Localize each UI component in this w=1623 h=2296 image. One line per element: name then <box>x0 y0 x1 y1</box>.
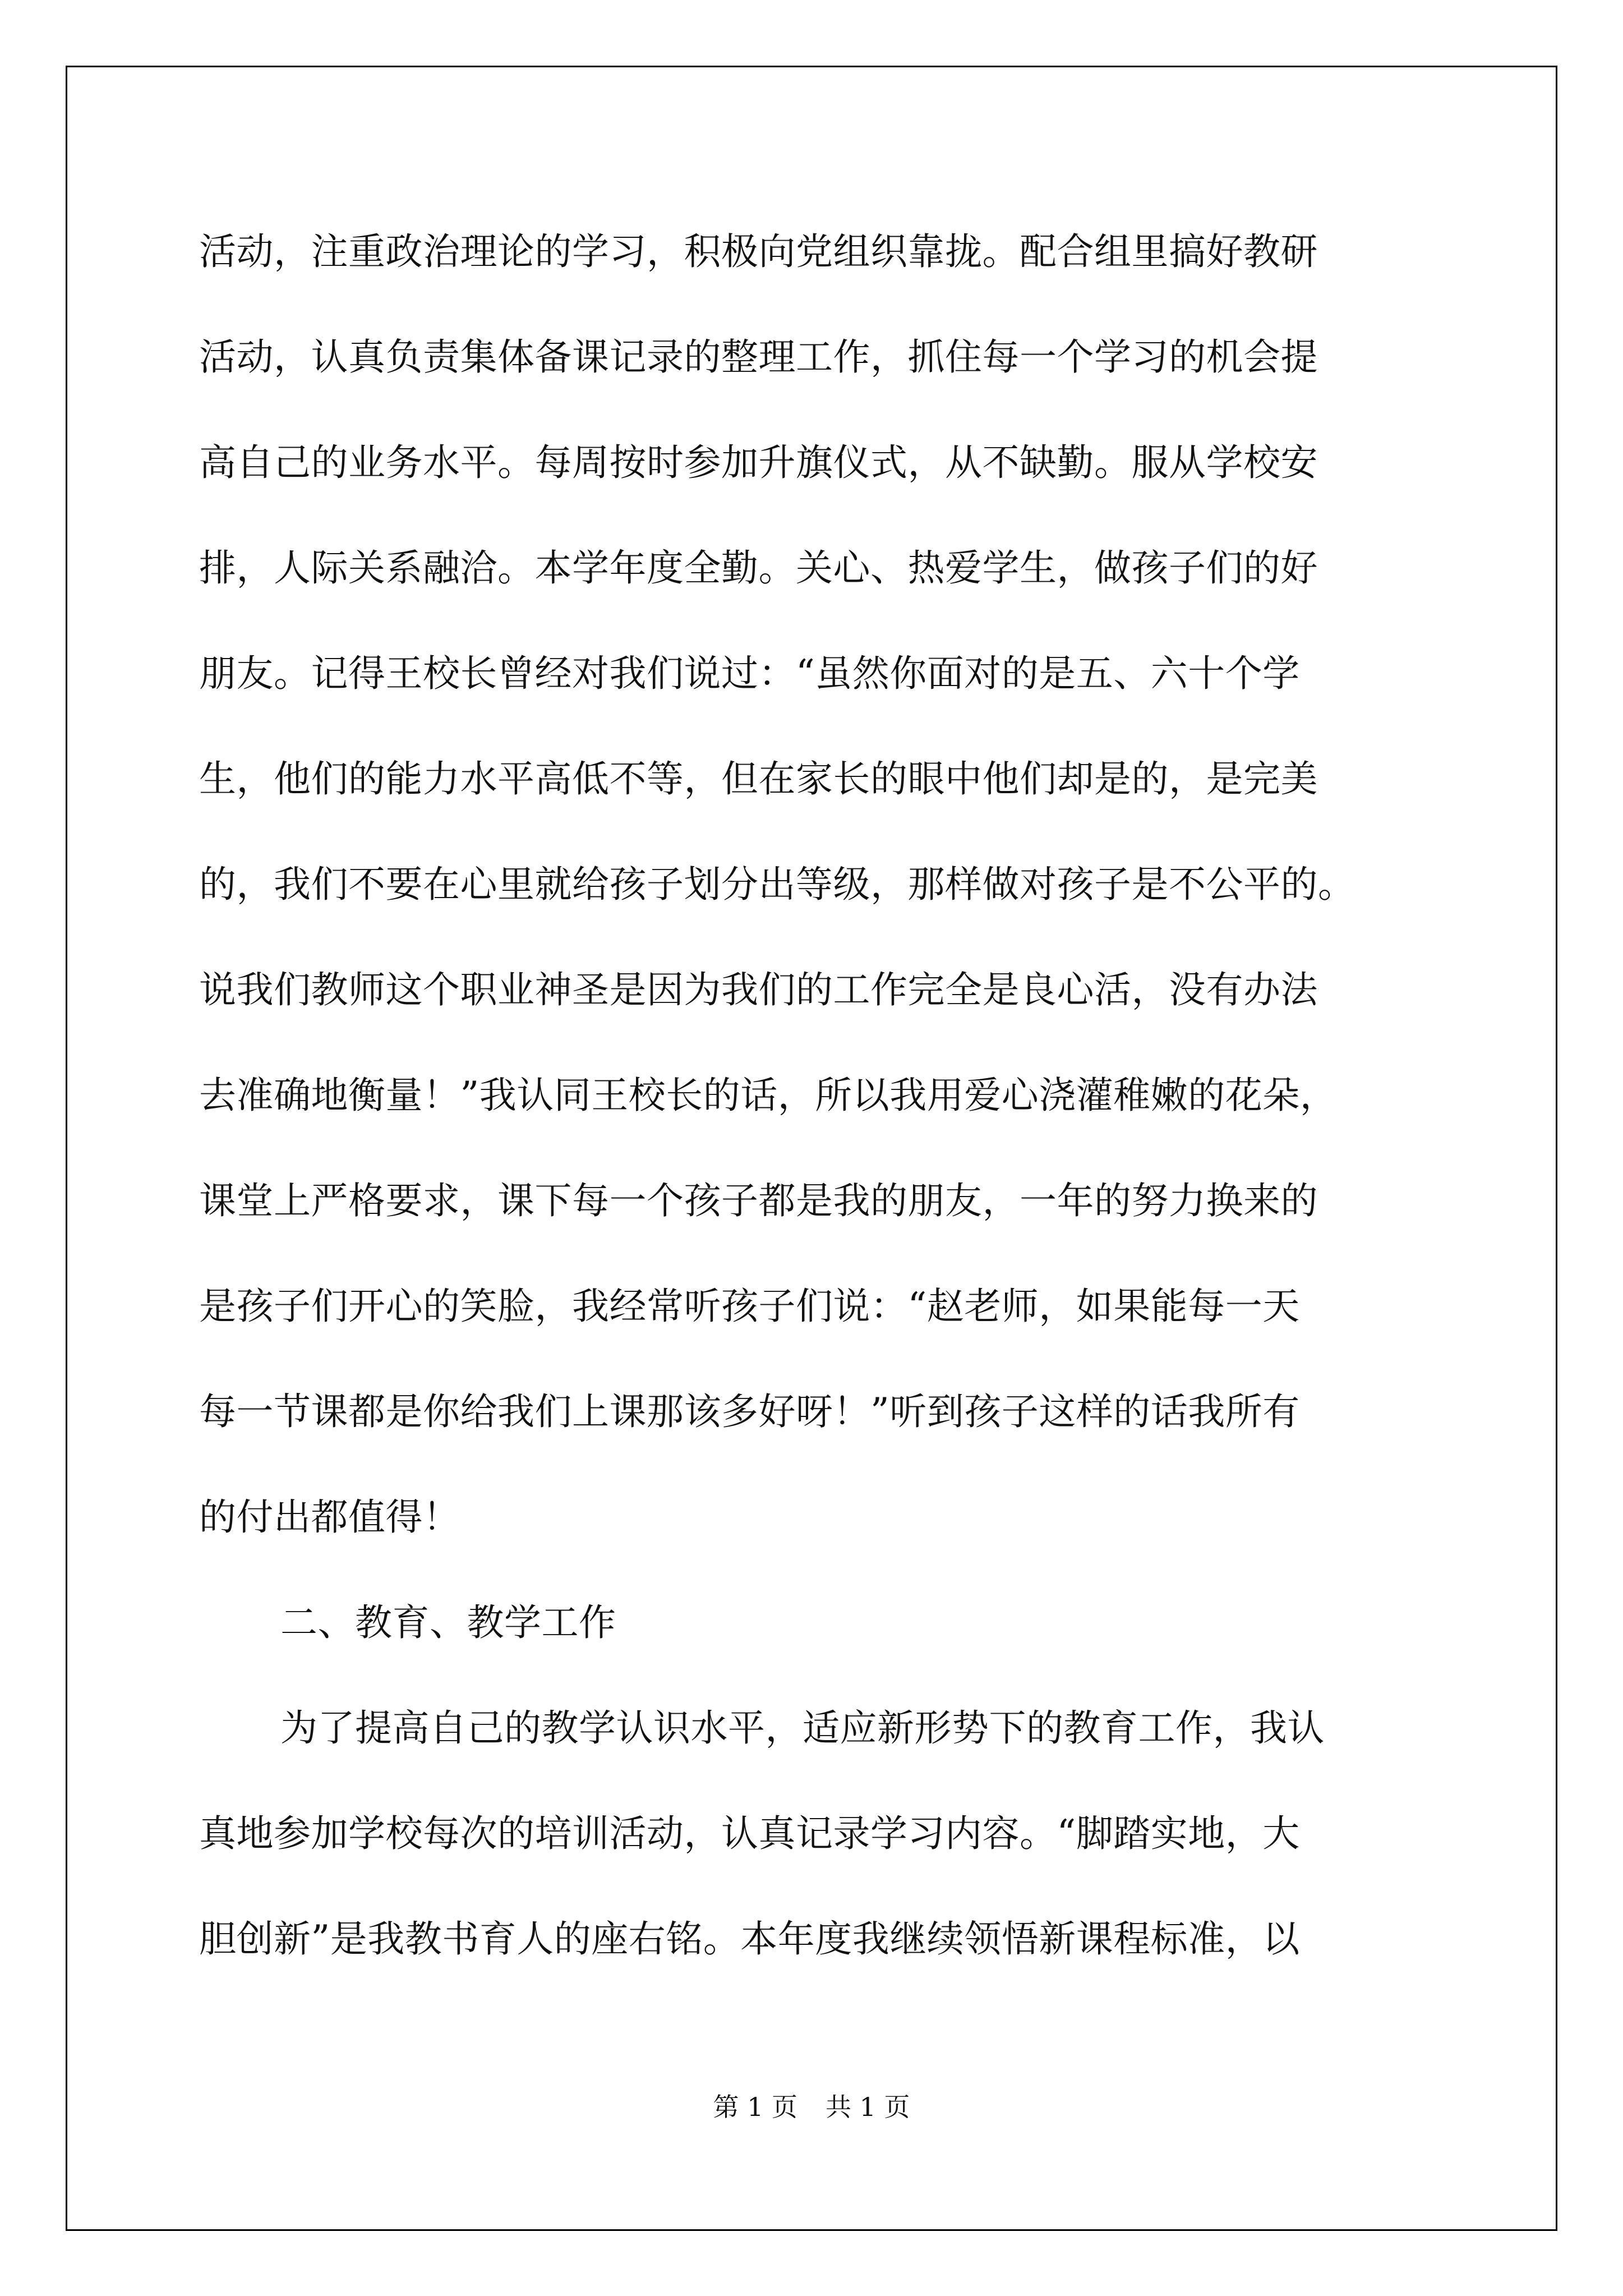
text-line: 朋友。记得王校长曾经对我们说过：“虽然你面对的是五、六十个学 <box>199 652 1300 695</box>
text-line: 课堂上严格要求，课下每一个孩子都是我的朋友，一年的努力换来的 <box>199 1179 1318 1222</box>
page-number: 第 1 页 <box>713 2092 797 2122</box>
text-line: 是孩子们开心的笑脸，我经常听孩子们说：“赵老师，如果能每一天 <box>199 1285 1300 1328</box>
page-total: 共 1 页 <box>826 2092 910 2122</box>
document-body <box>199 199 1427 1992</box>
text-line: 胆创新”是我教书育人的座右铭。本年度我继续领悟新课程标准，以 <box>199 1917 1300 1961</box>
text-line: 去准确地衡量！”我认同王校长的话，所以我用爱心浇灌稚嫩的花朵， <box>199 1074 1338 1117</box>
text-line: 活动，认真负责集体备课记录的整理工作，抓住每一个学习的机会提 <box>199 335 1318 379</box>
page-footer <box>0 2087 1623 2124</box>
text-line: 每一节课都是你给我们上课那该多好呀！”听到孩子这样的话我所有 <box>199 1390 1300 1433</box>
text-line: 活动，注重政治理论的学习，积极向党组织靠拢。配合组里搞好教研 <box>199 230 1318 273</box>
text-line: 生，他们的能力水平高低不等，但在家长的眼中他们却是的，是完美 <box>199 757 1318 800</box>
text-line: 真地参加学校每次的培训活动，认真记录学习内容。“脚踏实地，大 <box>199 1812 1300 1855</box>
text-line: 为了提高自己的教学认识水平，适应新形势下的教育工作，我认 <box>280 1706 1325 1750</box>
text-line: 的，我们不要在心里就给孩子划分出等级，那样做对孩子是不公平的。 <box>199 863 1355 906</box>
text-line: 高自己的业务水平。每周按时参加升旗仪式，从不缺勤。服从学校安 <box>199 441 1318 484</box>
text-line: 排，人际关系融洽。本学年度全勤。关心、热爱学生，做孩子们的好 <box>199 546 1318 590</box>
text-line: 说我们教师这个职业神圣是因为我们的工作完全是良心活，没有办法 <box>199 968 1318 1011</box>
text-line: 的付出都值得！ <box>199 1496 460 1539</box>
section-heading: 二、教育、教学工作 <box>280 1601 616 1644</box>
